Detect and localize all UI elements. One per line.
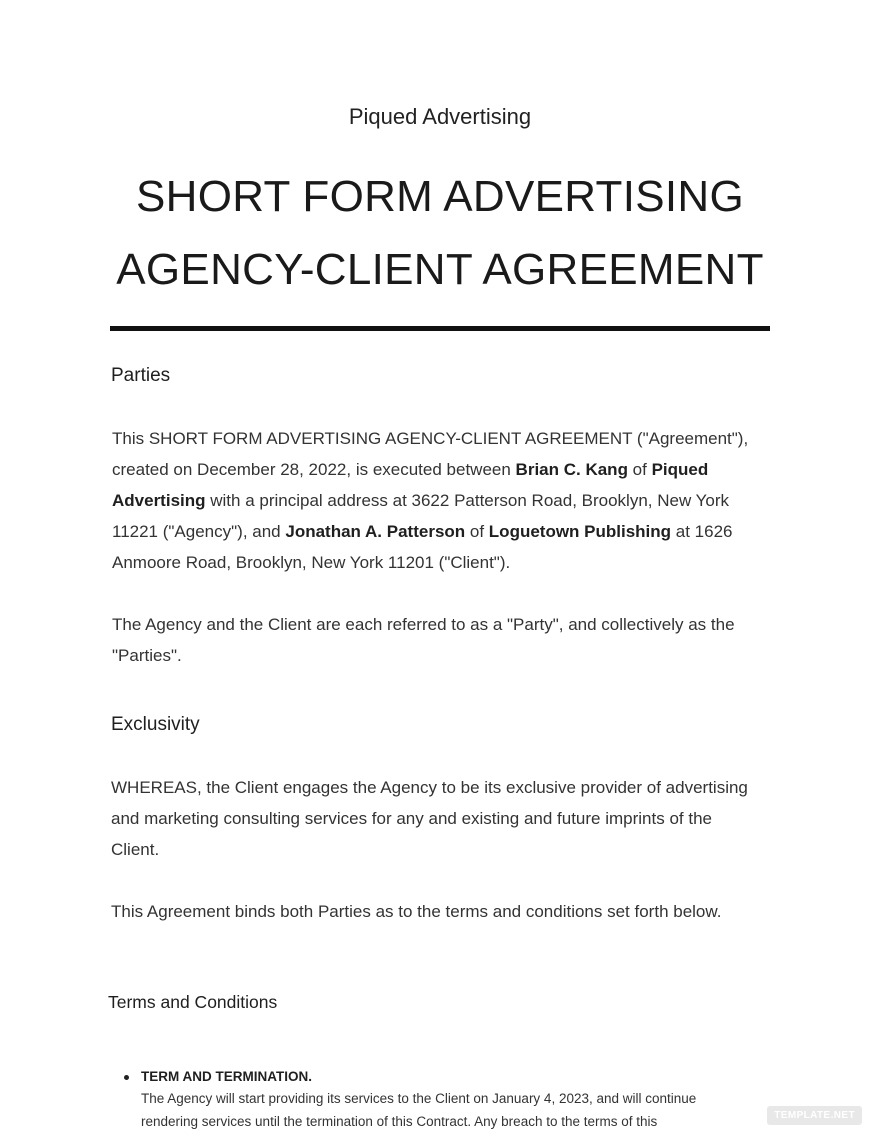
exclusivity-paragraph: WHEREAS, the Client engages the Agency to be its exclusive provider of advertising and marketing consulting services for any and existing and future imprints of the Client. <box>111 778 748 859</box>
binding-paragraph: This Agreement binds both Parties as to the terms and conditions set forth below. <box>111 902 722 921</box>
watermark-badge: TEMPLATE.NET <box>767 1106 862 1125</box>
terms-heading: Terms and Conditions <box>108 992 278 1012</box>
term-title: TERM AND TERMINATION. <box>141 1069 312 1084</box>
title-line-1: SHORT FORM ADVERTISING <box>135 172 745 221</box>
client-name: Loguetown Publishing <box>488 522 672 541</box>
title-divider <box>110 326 770 331</box>
exclusivity-heading: Exclusivity <box>111 714 200 735</box>
parties-text-4: of <box>465 522 489 541</box>
parties-text-2: of <box>627 460 652 479</box>
parties-heading: Parties <box>111 365 171 386</box>
terms-list <box>120 1066 740 1133</box>
agency-representative: Brian C. Kang <box>515 460 628 479</box>
bullet-icon <box>124 1075 129 1080</box>
parties-text-1: This SHORT FORM ADVERTISING AGENCY-CLIENT AGREEMENT ("Agreement"), created on December 28, 2022, is executed between <box>112 429 749 479</box>
title-line-2: AGENCY-CLIENT AGREEMENT <box>116 245 764 294</box>
parties-definition-paragraph: The Agency and the Client are each referred to as a "Party", and collectively as the "Parties". <box>112 615 735 665</box>
parties-text-5: at 1626 Anmoore Road, Brooklyn, New York 11201 ("Client"). <box>112 522 733 572</box>
list-item <box>120 1066 740 1133</box>
parties-text-3: with a principal address at 3622 Patterson Road, Brooklyn, New York 11221 ("Agency"), and <box>112 491 730 541</box>
parties-paragraph <box>112 423 762 578</box>
company-name: Piqued Advertising <box>348 104 532 129</box>
client-representative: Jonathan A. Patterson <box>285 522 466 541</box>
document-title <box>60 160 820 306</box>
term-text: The Agency will start providing its services to the Client on January 4, 2023, and will continue rendering services until the termination of this Contract. Any breach to the terms of this <box>141 1091 697 1129</box>
agency-name: Piqued Advertising <box>112 460 709 510</box>
